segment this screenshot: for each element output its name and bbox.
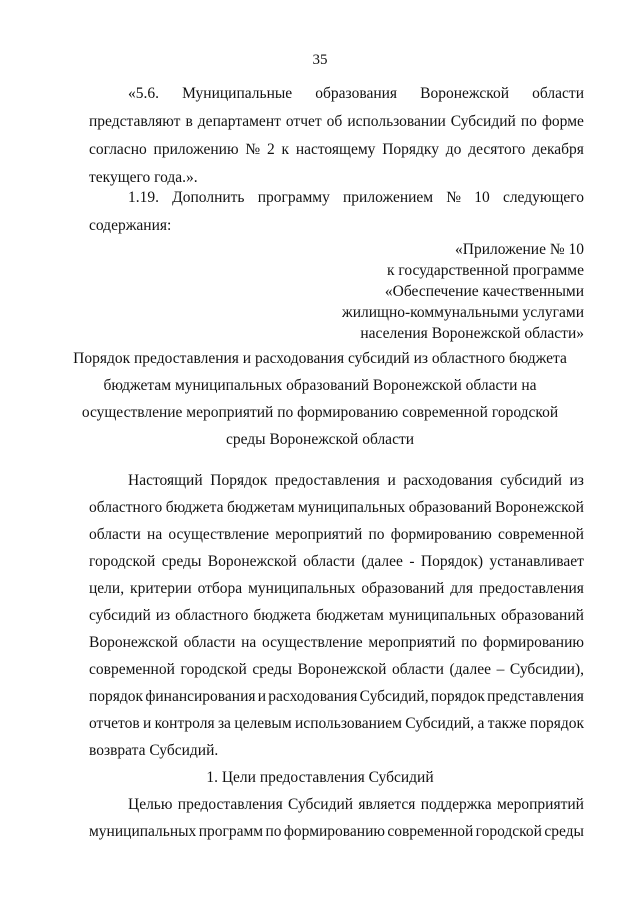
word: среды [161, 553, 202, 570]
word: Субсидий [288, 796, 354, 813]
word: – [496, 661, 505, 678]
word: современной [89, 661, 175, 678]
paragraph-5-6-line-2 [89, 113, 584, 131]
item-1-19-line-1 [128, 189, 584, 207]
appendix-line: к государственной программе [386, 262, 584, 279]
word: образований [361, 580, 445, 597]
word: современной [498, 526, 584, 543]
section-heading: 1. Цели предоставления Субсидий [206, 769, 434, 786]
word: цели, [89, 580, 125, 597]
word: предоставления [177, 796, 283, 813]
word: Воронежской [495, 499, 584, 516]
paragraph-5-6-line-1 [128, 85, 584, 103]
word: мероприятий [275, 526, 363, 543]
word: предоставления [274, 472, 380, 489]
word: Воронежской [297, 661, 387, 678]
word: программу [257, 189, 330, 206]
word: по [461, 634, 478, 651]
page-number: 35 [312, 52, 328, 68]
word: Субсидий [450, 113, 516, 130]
word: субсидий [500, 472, 562, 489]
word: среды [544, 823, 584, 840]
word: использовании [347, 113, 446, 130]
word: области [532, 85, 584, 102]
word: Порядок) [420, 553, 484, 570]
word: формированию [390, 526, 492, 543]
word: контроля [154, 715, 215, 732]
word: использованием [295, 715, 402, 732]
word: из [569, 472, 584, 489]
word: по [368, 526, 385, 543]
section-1-line [89, 823, 584, 841]
word: муниципальных [388, 607, 497, 624]
word: представления [487, 688, 584, 705]
word: - [409, 553, 415, 570]
word: и [143, 715, 152, 732]
appendix-line: «Обеспечение качественными [384, 283, 584, 300]
word: критерии [130, 580, 192, 597]
word: № [446, 189, 462, 206]
word: областного [175, 607, 249, 624]
paragraph-5-6-line-4: текущего года.». [89, 169, 198, 186]
word: отчет [285, 113, 322, 130]
word: за [217, 715, 231, 732]
word: Порядку [382, 141, 439, 158]
word: бюджета [253, 607, 312, 624]
word: бюджетам [226, 499, 295, 516]
word: целевым [234, 715, 292, 732]
word: Субсидий, [359, 688, 429, 705]
word: № [245, 141, 261, 158]
word: на [147, 526, 163, 543]
word: на [241, 634, 257, 651]
word: также [487, 715, 527, 732]
word: Настоящий [128, 472, 203, 489]
word: в [185, 113, 193, 130]
word: по [265, 823, 282, 840]
word: мероприятий [368, 634, 456, 651]
body-line [89, 553, 584, 571]
document-title-line: бюджетам муниципальных образований Воронежской области на [103, 377, 537, 394]
word: (далее [361, 553, 403, 570]
word: муниципальных [248, 580, 356, 597]
body-line [128, 472, 584, 490]
word: 1.19. [128, 189, 159, 206]
word: муниципальных [297, 499, 406, 516]
word: Субсидии), [509, 661, 584, 678]
word: городской [475, 823, 542, 840]
word: Муниципальные [182, 85, 293, 102]
word: и [387, 472, 396, 489]
word: образования [315, 85, 398, 102]
word: мероприятий [496, 796, 584, 813]
word: осуществление [262, 634, 363, 651]
word: образований [408, 499, 492, 516]
word: согласно [89, 141, 147, 158]
appendix-line: «Приложение № 10 [455, 241, 584, 258]
word: Дополнить [172, 189, 245, 206]
word: «5.6. [128, 85, 159, 102]
word: представляют [89, 113, 181, 130]
appendix-line: населения Воронежской области» [360, 325, 584, 342]
word: образований [501, 607, 584, 624]
paragraph-5-6-line-3 [89, 141, 584, 159]
word: среды [252, 661, 293, 678]
word: отбора [197, 580, 243, 597]
word: к [281, 141, 290, 158]
word: Порядок [210, 472, 268, 489]
word: порядок [529, 715, 584, 732]
word: формированию [482, 634, 584, 651]
word: программ [198, 823, 264, 840]
word: об [326, 113, 343, 130]
word: устанавливает [489, 553, 584, 570]
word: 2 [266, 141, 275, 158]
document-title-line: осуществление мероприятий по формированию современной городской [81, 404, 559, 421]
body-line [89, 499, 584, 517]
body-line [89, 634, 584, 652]
document-title-line: среды Воронежской области [225, 431, 415, 448]
word: а [477, 715, 485, 732]
word: предоставления [479, 580, 584, 597]
word: области [183, 634, 236, 651]
word: субсидий [89, 607, 151, 624]
word: отчетов [89, 715, 140, 732]
word: приложению [153, 141, 239, 158]
word: финансирования [145, 688, 256, 705]
word: настоящему [295, 141, 376, 158]
word: 10 [474, 189, 490, 206]
word: современной [387, 823, 474, 840]
word: из [155, 607, 171, 624]
word: десятого [468, 141, 526, 158]
word: порядок [430, 688, 485, 705]
word: для [450, 580, 474, 597]
word: является [358, 796, 416, 813]
word: бюджета [165, 499, 224, 516]
word: департамент [197, 113, 281, 130]
word: области [392, 661, 444, 678]
word: Целью [128, 796, 173, 813]
word: порядок [89, 688, 144, 705]
word: муниципальных [89, 823, 197, 840]
word: городской [180, 661, 247, 678]
body-line [89, 688, 584, 706]
word: Субсидий, [405, 715, 475, 732]
word: расходования [403, 472, 493, 489]
word: Воронежской [207, 553, 297, 570]
word: следующего [502, 189, 584, 206]
word: до [445, 141, 462, 158]
word: области [303, 553, 355, 570]
word: городской [89, 553, 156, 570]
word: поддержка [420, 796, 492, 813]
appendix-line: жилищно-коммунальными услугами [342, 304, 584, 321]
word: приложением [343, 189, 434, 206]
word: и [257, 688, 267, 705]
word: форме [541, 113, 584, 130]
word: расходования [268, 688, 358, 705]
word: области [89, 526, 141, 543]
section-1-line [128, 796, 584, 814]
word: осуществление [168, 526, 270, 543]
body-line [89, 715, 584, 733]
word: областного [89, 499, 163, 516]
word: Воронежской [420, 85, 510, 102]
word: (далее [449, 661, 492, 678]
word: Воронежской [89, 634, 178, 651]
body-line: возврата Субсидий. [89, 742, 219, 759]
item-1-19-line-2: содержания: [89, 217, 172, 234]
word: декабря [532, 141, 584, 158]
body-line [89, 580, 584, 598]
body-line [89, 661, 584, 679]
word: по [520, 113, 537, 130]
document-title-line: Порядок предоставления и расходования субсидий из областного бюджета [73, 350, 567, 367]
body-line [89, 607, 584, 625]
word: бюджетам [316, 607, 384, 624]
word: формированию [283, 823, 385, 840]
body-line [89, 526, 584, 544]
